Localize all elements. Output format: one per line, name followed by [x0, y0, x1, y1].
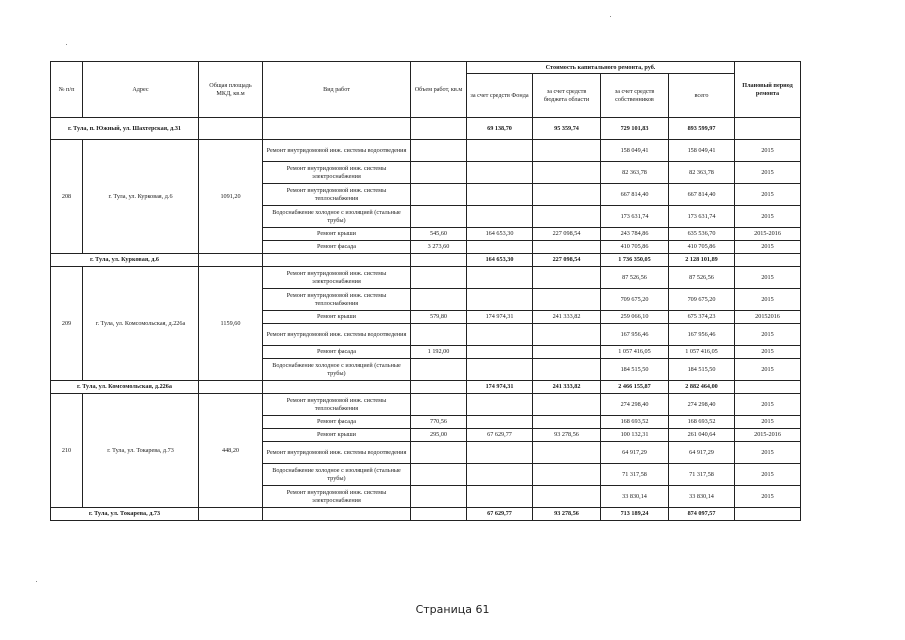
cost-owners: 173 631,74 [601, 206, 669, 228]
header-volume: Объем работ, кв.м [411, 62, 467, 118]
cost-owners: 1 057 416,05 [601, 346, 669, 359]
cost-total: 667 814,40 [669, 184, 735, 206]
cost-fund [467, 324, 533, 346]
cost-owners: 100 132,31 [601, 429, 669, 442]
subtotal-work-empty [263, 254, 411, 267]
house-area: 1091,20 [199, 140, 263, 254]
repair-period: 2015 [735, 267, 801, 289]
cost-budget [533, 486, 601, 508]
table-body [51, 118, 801, 521]
repair-period: 2015 [735, 464, 801, 486]
subtotal-budget: 95 359,74 [533, 118, 601, 140]
work-volume [411, 394, 467, 416]
cost-fund [467, 140, 533, 162]
cost-owners: 709 675,20 [601, 289, 669, 311]
work-type: Ремонт внутридомовой инж. системы водоотведения [263, 324, 411, 346]
work-type: Ремонт крыши [263, 228, 411, 241]
subtotal-fund: 174 974,31 [467, 381, 533, 394]
cost-total: 33 830,14 [669, 486, 735, 508]
header-area: Общая площадь МКД, кв.м [199, 62, 263, 118]
cost-total: 71 317,58 [669, 464, 735, 486]
work-type: Водоснабжение холодное с изоляцией (стальные трубы) [263, 359, 411, 381]
cost-budget [533, 359, 601, 381]
subtotal-total: 2 882 464,00 [669, 381, 735, 394]
cost-total: 635 536,70 [669, 228, 735, 241]
cost-budget [533, 241, 601, 254]
cost-fund [467, 394, 533, 416]
repair-period: 2015 [735, 140, 801, 162]
subtotal-row [51, 118, 801, 140]
work-row [51, 394, 801, 416]
cost-owners: 410 705,86 [601, 241, 669, 254]
repair-period: 2015 [735, 324, 801, 346]
work-type: Ремонт фасада [263, 241, 411, 254]
cost-owners: 168 693,52 [601, 416, 669, 429]
cost-fund [467, 416, 533, 429]
work-volume [411, 359, 467, 381]
cost-budget: 241 333,82 [533, 311, 601, 324]
subtotal-row [51, 381, 801, 394]
cost-budget [533, 346, 601, 359]
cost-budget [533, 416, 601, 429]
cost-budget [533, 289, 601, 311]
work-type: Ремонт внутридомовой инж. системы водоотведения [263, 140, 411, 162]
cost-fund: 174 974,31 [467, 311, 533, 324]
subtotal-work-empty [263, 508, 411, 521]
work-type: Ремонт внутридомовой инж. системы теплоснабжения [263, 184, 411, 206]
register-sheet [50, 61, 801, 521]
capital-repair-table [50, 61, 801, 521]
cost-fund: 164 653,30 [467, 228, 533, 241]
subtotal-owners: 2 466 155,87 [601, 381, 669, 394]
work-row [51, 140, 801, 162]
house-area: 1159,60 [199, 267, 263, 381]
work-volume [411, 324, 467, 346]
cost-owners: 274 298,40 [601, 394, 669, 416]
subtotal-budget: 227 098,54 [533, 254, 601, 267]
work-volume: 545,60 [411, 228, 467, 241]
work-row [51, 267, 801, 289]
cost-budget [533, 464, 601, 486]
subtotal-volume-empty [411, 254, 467, 267]
work-type: Ремонт фасада [263, 346, 411, 359]
cost-fund [467, 486, 533, 508]
work-volume [411, 289, 467, 311]
cost-owners: 158 049,41 [601, 140, 669, 162]
header-cost-group: Стоимость капитального ремонта, руб. [467, 62, 735, 74]
work-volume: 579,80 [411, 311, 467, 324]
cost-total: 168 693,52 [669, 416, 735, 429]
house-address: г. Тула, ул. Комсомольская, д.226а [83, 267, 199, 381]
header-address: Адрес [83, 62, 199, 118]
cost-total: 173 631,74 [669, 206, 735, 228]
repair-period: 20152016 [735, 311, 801, 324]
subtotal-address: г. Тула, ул. Токарева, д.73 [51, 508, 199, 521]
cost-budget [533, 162, 601, 184]
work-type: Ремонт крыши [263, 429, 411, 442]
subtotal-total: 893 599,97 [669, 118, 735, 140]
cost-fund [467, 464, 533, 486]
header-owners: за счет средств собственников [601, 74, 669, 118]
subtotal-fund: 164 653,30 [467, 254, 533, 267]
cost-budget [533, 140, 601, 162]
work-volume: 1 192,00 [411, 346, 467, 359]
subtotal-total: 2 128 101,89 [669, 254, 735, 267]
cost-total: 64 917,29 [669, 442, 735, 464]
subtotal-period-empty [735, 381, 801, 394]
cost-total: 87 526,56 [669, 267, 735, 289]
header-budget: за счет средств бюджета области [533, 74, 601, 118]
cost-owners: 82 363,78 [601, 162, 669, 184]
house-number: 208 [51, 140, 83, 254]
subtotal-address: г. Тула, ул. Комсомольская, д.226а [51, 381, 199, 394]
subtotal-volume-empty [411, 381, 467, 394]
subtotal-period-empty [735, 254, 801, 267]
subtotal-fund: 69 138,70 [467, 118, 533, 140]
cost-owners: 184 515,50 [601, 359, 669, 381]
cost-owners: 64 917,29 [601, 442, 669, 464]
work-volume [411, 464, 467, 486]
subtotal-budget: 93 278,56 [533, 508, 601, 521]
cost-total: 709 675,20 [669, 289, 735, 311]
repair-period: 2015-2016 [735, 228, 801, 241]
repair-period: 2015 [735, 359, 801, 381]
work-volume: 770,56 [411, 416, 467, 429]
repair-period: 2015 [735, 184, 801, 206]
header-no: № п/п [51, 62, 83, 118]
subtotal-owners: 713 189,24 [601, 508, 669, 521]
repair-period: 2015 [735, 162, 801, 184]
cost-budget: 93 278,56 [533, 429, 601, 442]
work-volume: 3 273,60 [411, 241, 467, 254]
cost-owners: 33 830,14 [601, 486, 669, 508]
header-period: Плановый период ремонта [735, 62, 801, 118]
cost-owners: 667 814,40 [601, 184, 669, 206]
work-volume [411, 184, 467, 206]
subtotal-area-empty [199, 254, 263, 267]
work-type: Ремонт внутридомовой инж. системы электроснабжения [263, 162, 411, 184]
cost-budget [533, 206, 601, 228]
work-type: Ремонт внутридомовой инж. системы электроснабжения [263, 486, 411, 508]
scan-speck [36, 581, 37, 582]
cost-total: 184 515,50 [669, 359, 735, 381]
subtotal-owners: 1 736 350,05 [601, 254, 669, 267]
work-volume [411, 486, 467, 508]
cost-total: 274 298,40 [669, 394, 735, 416]
repair-period: 2015 [735, 241, 801, 254]
subtotal-row [51, 508, 801, 521]
cost-owners: 71 317,58 [601, 464, 669, 486]
cost-budget [533, 267, 601, 289]
subtotal-area-empty [199, 381, 263, 394]
cost-fund [467, 162, 533, 184]
cost-total: 158 049,41 [669, 140, 735, 162]
cost-owners: 243 784,86 [601, 228, 669, 241]
cost-owners: 167 956,46 [601, 324, 669, 346]
subtotal-address: г. Тула, ул. Курковая, д.6 [51, 254, 199, 267]
subtotal-budget: 241 333,82 [533, 381, 601, 394]
repair-period: 2015 [735, 394, 801, 416]
subtotal-fund: 67 629,77 [467, 508, 533, 521]
work-type: Ремонт внутридомовой инж. системы теплоснабжения [263, 394, 411, 416]
work-type: Ремонт крыши [263, 311, 411, 324]
cost-total: 167 956,46 [669, 324, 735, 346]
subtotal-volume-empty [411, 508, 467, 521]
cost-fund [467, 267, 533, 289]
cost-fund [467, 241, 533, 254]
header-total: всего [669, 74, 735, 118]
subtotal-total: 874 097,57 [669, 508, 735, 521]
header-work: Вид работ [263, 62, 411, 118]
subtotal-area-empty [199, 508, 263, 521]
work-type: Водоснабжение холодное с изоляцией (стальные трубы) [263, 464, 411, 486]
repair-period: 2015 [735, 206, 801, 228]
house-address: г. Тула, ул. Токарева, д.73 [83, 394, 199, 508]
work-volume [411, 206, 467, 228]
work-volume: 295,00 [411, 429, 467, 442]
scan-speck [66, 44, 67, 45]
work-type: Ремонт внутридомовой инж. системы водоотведения [263, 442, 411, 464]
subtotal-owners: 729 101,83 [601, 118, 669, 140]
work-type: Ремонт внутридомовой инж. системы электроснабжения [263, 267, 411, 289]
cost-budget: 227 098,54 [533, 228, 601, 241]
work-volume [411, 267, 467, 289]
cost-fund [467, 442, 533, 464]
cost-fund [467, 289, 533, 311]
repair-period: 2015 [735, 346, 801, 359]
cost-total: 410 705,86 [669, 241, 735, 254]
header-fund: за счет средств Фонда [467, 74, 533, 118]
repair-period: 2015 [735, 442, 801, 464]
house-number: 210 [51, 394, 83, 508]
cost-budget [533, 184, 601, 206]
work-type: Водоснабжение холодное с изоляцией (стальные трубы) [263, 206, 411, 228]
house-area: 448,20 [199, 394, 263, 508]
cost-budget [533, 442, 601, 464]
repair-period: 2015-2016 [735, 429, 801, 442]
subtotal-work-empty [263, 381, 411, 394]
work-volume [411, 442, 467, 464]
cost-owners: 259 066,10 [601, 311, 669, 324]
subtotal-row [51, 254, 801, 267]
cost-fund: 67 629,77 [467, 429, 533, 442]
cost-fund [467, 359, 533, 381]
cost-fund [467, 184, 533, 206]
scan-speck [610, 16, 611, 17]
work-volume [411, 140, 467, 162]
work-type: Ремонт фасада [263, 416, 411, 429]
subtotal-period-empty [735, 508, 801, 521]
page-number: Страница 61 [415, 603, 490, 616]
cost-total: 675 374,23 [669, 311, 735, 324]
cost-budget [533, 394, 601, 416]
house-number: 209 [51, 267, 83, 381]
repair-period: 2015 [735, 289, 801, 311]
work-volume [411, 162, 467, 184]
house-address: г. Тула, ул. Курковая, д.6 [83, 140, 199, 254]
repair-period: 2015 [735, 486, 801, 508]
cost-total: 1 057 416,05 [669, 346, 735, 359]
repair-period: 2015 [735, 416, 801, 429]
subtotal-address: г. Тула, п. Южный, ул. Шахтерская, д.31 [51, 118, 199, 140]
work-type: Ремонт внутридомовой инж. системы теплоснабжения [263, 289, 411, 311]
cost-fund [467, 206, 533, 228]
cost-budget [533, 324, 601, 346]
cost-owners: 87 526,56 [601, 267, 669, 289]
cost-total: 82 363,78 [669, 162, 735, 184]
cost-total: 261 040,64 [669, 429, 735, 442]
cost-fund [467, 346, 533, 359]
